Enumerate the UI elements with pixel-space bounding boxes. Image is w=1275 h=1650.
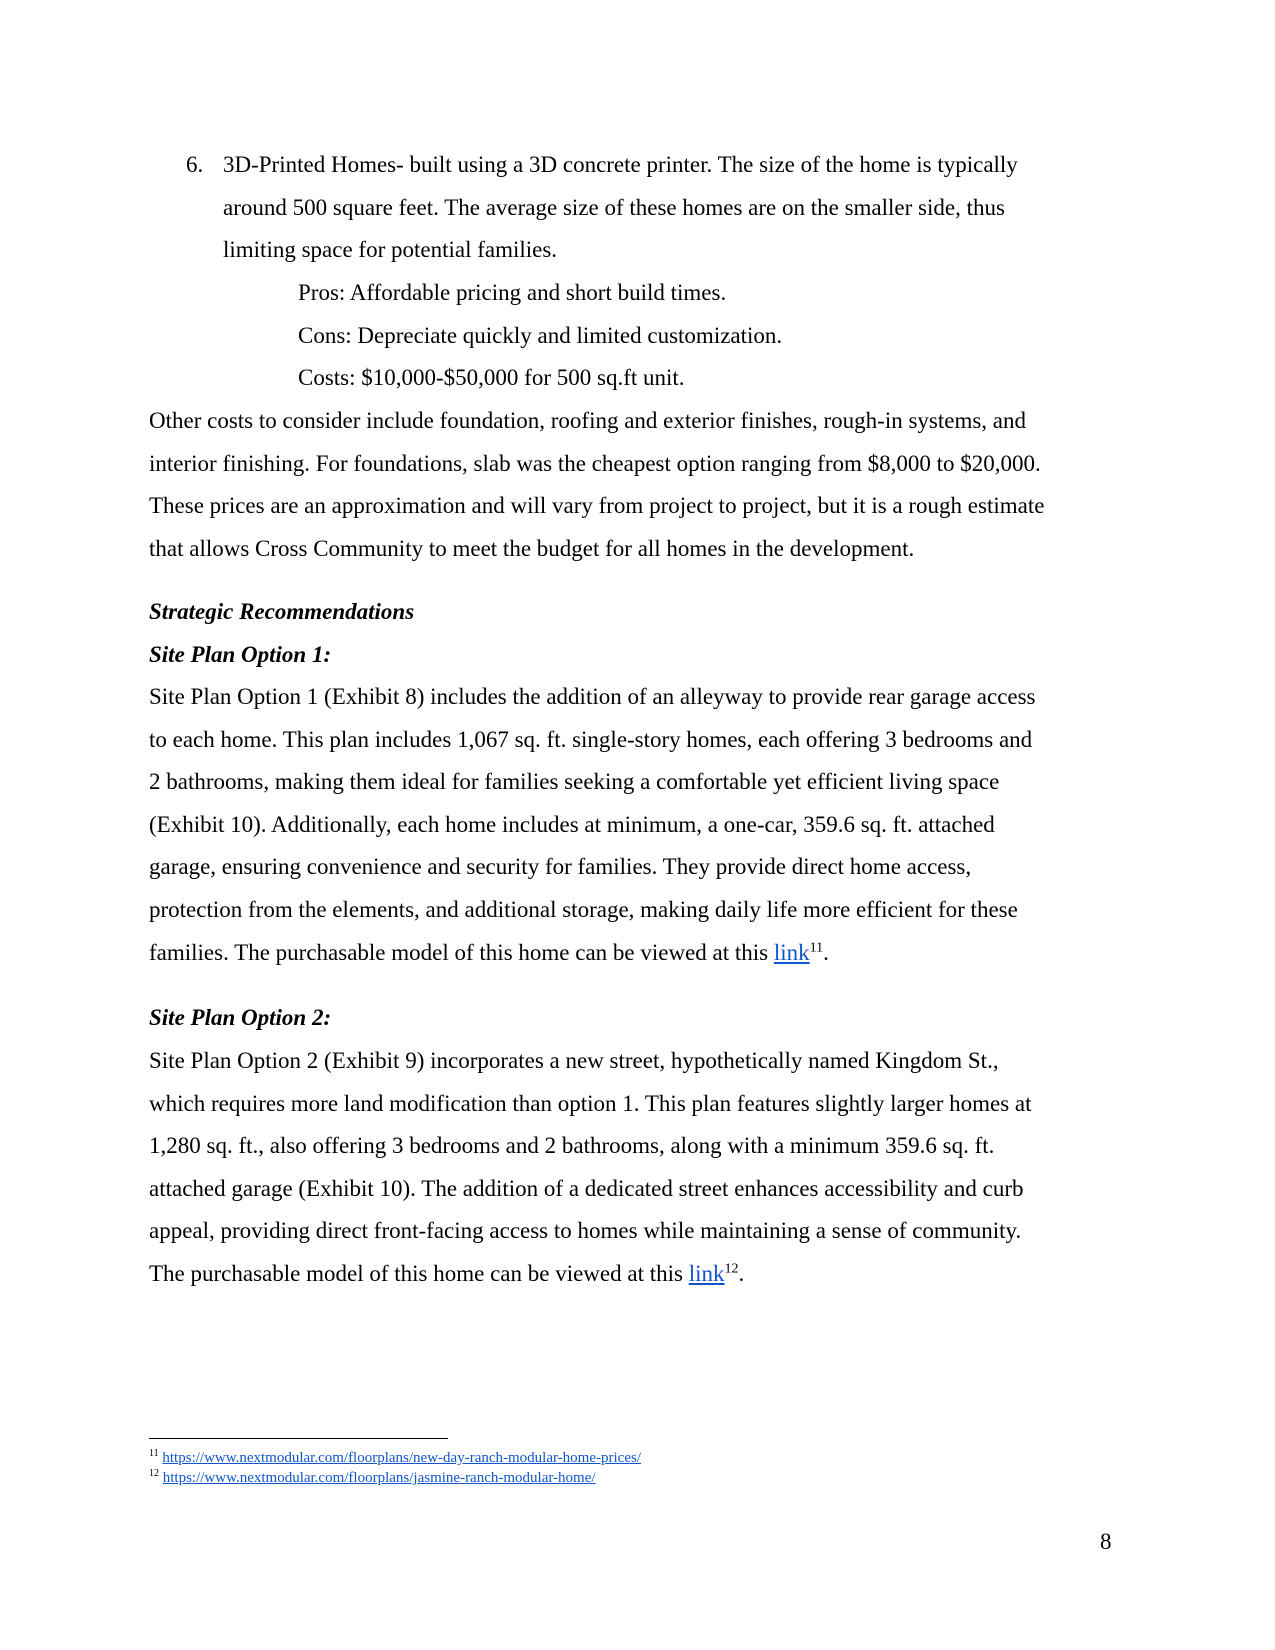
section-heading: Strategic Recommendations <box>149 599 415 624</box>
text-line: 2 bathrooms, making them ideal for families seeking a comfortable yet efficient living space <box>149 769 1000 795</box>
text-line: protection from the elements, and additional storage, making daily life more efficient for these <box>149 896 1018 922</box>
footnote-item <box>149 1448 1149 1468</box>
text-line: to each home. This plan includes 1,067 sq. ft. single-story homes, each offering 3 bedrooms and <box>149 726 1033 752</box>
text-line: Site Plan Option 1 (Exhibit 8) includes the addition of an alleyway to provide rear garage access <box>149 684 1036 709</box>
footnote-item <box>149 1468 1149 1488</box>
footnote-ref[interactable]: 12 <box>724 1261 739 1277</box>
text-line <box>149 1253 1129 1296</box>
text-line <box>149 932 1129 975</box>
text-line: that allows Cross Community to meet the budget for all homes in the development. <box>149 535 915 561</box>
footnote-number: 12 <box>149 1468 159 1479</box>
cons-line: Cons: Depreciate quickly and limited customization. <box>298 322 783 348</box>
option1-heading: Site Plan Option 1: <box>149 642 332 667</box>
text-line: 3D-Printed Homes- built using a 3D concrete printer. The size of the home is typically <box>223 152 1018 177</box>
list-item-text <box>223 144 1083 272</box>
option2-heading: Site Plan Option 2: <box>149 1005 332 1030</box>
text-fragment: . <box>738 1260 745 1286</box>
option2-paragraph <box>149 1040 1129 1296</box>
pros-line: Pros: Affordable pricing and short build times. <box>298 280 727 305</box>
text-line: limiting space for potential families. <box>223 237 558 263</box>
option1-model-link[interactable]: link <box>773 939 810 965</box>
pros-cons-costs <box>298 272 1078 400</box>
text-line: 1,280 sq. ft., also offering 3 bedrooms and 2 bathrooms, along with a minimum 359.6 sq. ft. <box>149 1133 995 1159</box>
footnotes <box>149 1448 1149 1488</box>
option2-model-link[interactable]: link <box>688 1260 725 1286</box>
footnote-link[interactable]: https://www.nextmodular.com/floorplans/jasmine-ranch-modular-home/ <box>162 1470 596 1486</box>
text-line: interior finishing. For foundations, slab was the cheapest option ranging from $8,000 to $20,000. <box>149 450 1041 476</box>
text-line: around 500 square feet. The average size of these homes are on the smaller side, thus <box>223 194 1005 220</box>
text-line: garage, ensuring convenience and security for families. They provide direct home access, <box>149 854 972 880</box>
other-costs-paragraph <box>149 400 1129 570</box>
text-line: Site Plan Option 2 (Exhibit 9) incorporates a new street, hypothetically named Kingdom St., <box>149 1048 999 1073</box>
text-fragment: families. The purchasable model of this home can be viewed at this <box>149 939 774 965</box>
text-line: appeal, providing direct front-facing access to homes while maintaining a sense of community. <box>149 1218 1022 1244</box>
text-line: attached garage (Exhibit 10). The addition of a dedicated street enhances accessibility and curb <box>149 1175 1024 1201</box>
list-number: 6. <box>186 152 204 177</box>
footnote-divider <box>149 1438 448 1439</box>
option1-paragraph <box>149 676 1129 974</box>
page-number: 8 <box>1100 1529 1112 1554</box>
text-fragment: The purchasable model of this home can be viewed at this <box>149 1260 689 1286</box>
footnote-number: 11 <box>149 1448 159 1459</box>
footnote-ref[interactable]: 11 <box>809 939 824 955</box>
text-fragment: . <box>823 939 829 965</box>
footnote-link[interactable]: https://www.nextmodular.com/floorplans/new-day-ranch-modular-home-prices/ <box>162 1450 641 1466</box>
text-line: (Exhibit 10). Additionally, each home includes at minimum, a one-car, 359.6 sq. ft. attached <box>149 811 995 837</box>
text-line: These prices are an approximation and will vary from project to project, but it is a rough estimate <box>149 493 1045 519</box>
costs-line: Costs: $10,000-$50,000 for 500 sq.ft unit. <box>298 365 685 391</box>
text-line: Other costs to consider include foundation, roofing and exterior finishes, rough-in systems, and <box>149 408 1027 433</box>
text-line: which requires more land modification than option 1. This plan features slightly larger homes at <box>149 1090 1032 1116</box>
